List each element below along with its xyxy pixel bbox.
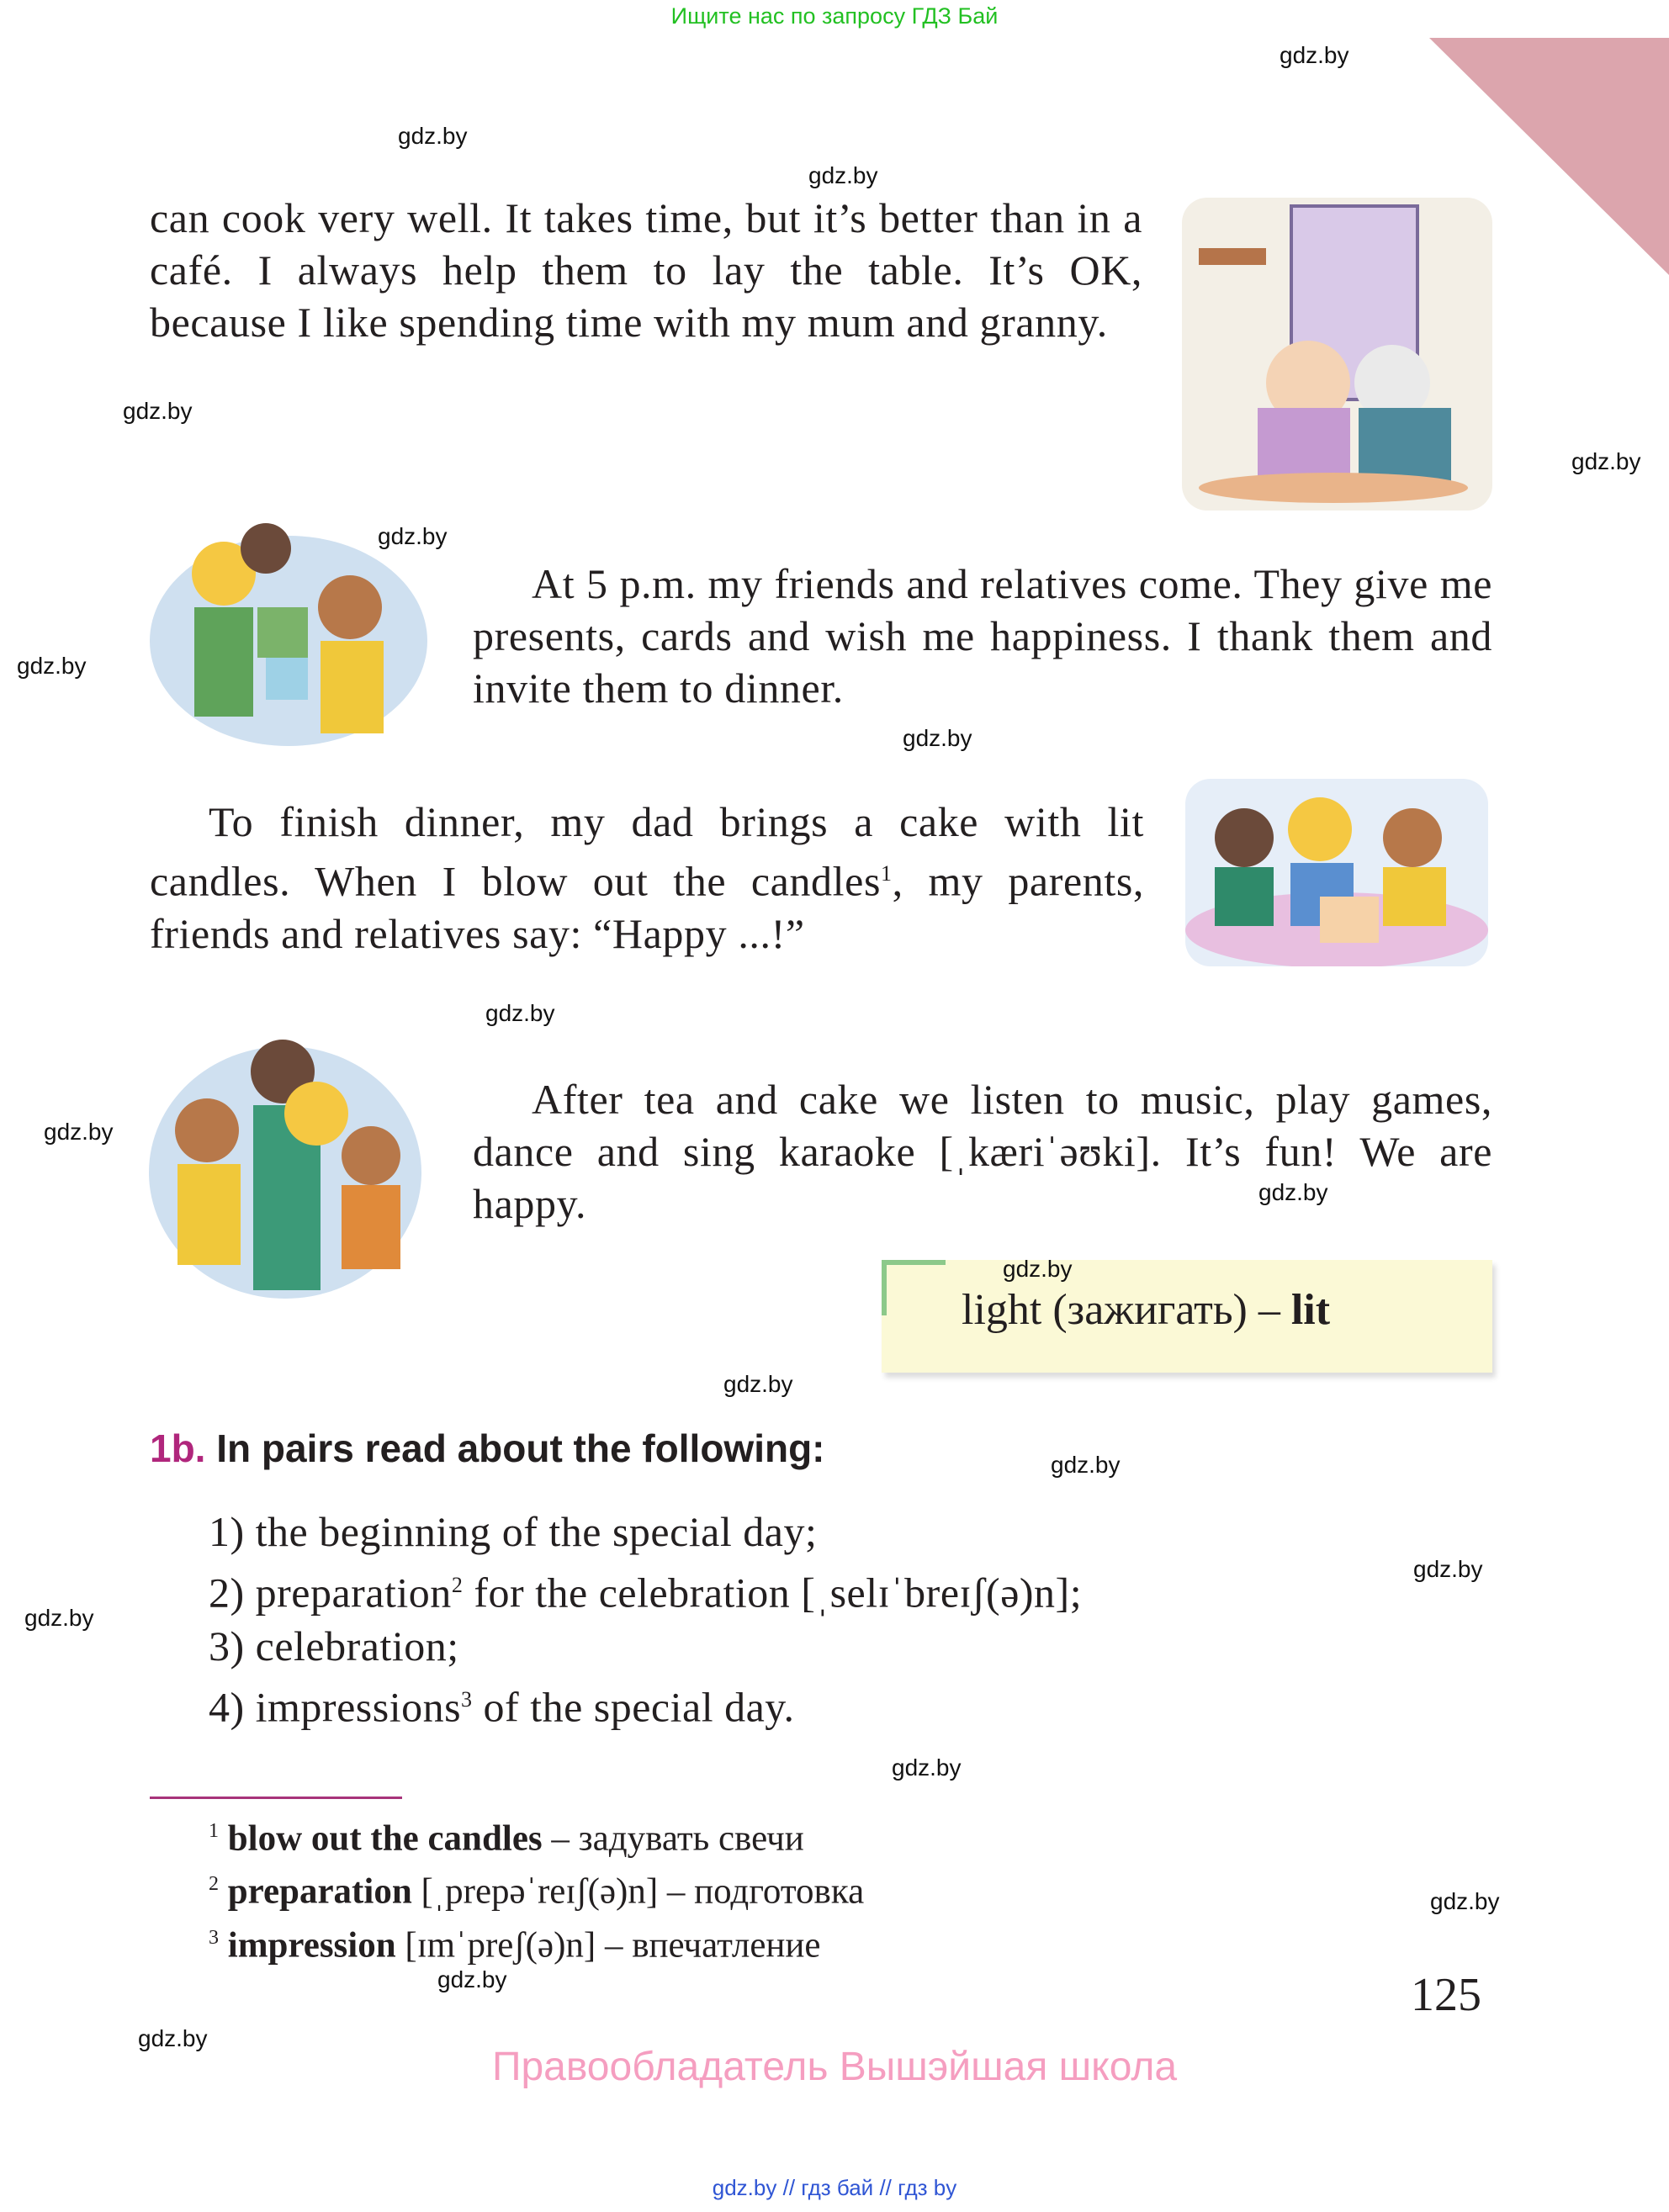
- footnote-ref: 1: [881, 861, 893, 886]
- watermark: gdz.by: [1413, 1556, 1483, 1582]
- irregular-verb-box: [882, 1260, 1492, 1373]
- verb-past: lit: [1290, 1286, 1331, 1334]
- watermark: gdz.by: [1003, 1256, 1073, 1282]
- watermark: gdz.by: [892, 1754, 962, 1781]
- footnote-term: preparation: [227, 1871, 412, 1912]
- watermark: gdz.by: [485, 1000, 555, 1026]
- separator: //: [782, 2175, 796, 2200]
- watermark: gdz.by: [17, 653, 87, 679]
- footnote-divider: [150, 1797, 402, 1799]
- item-text: of the special day.: [472, 1683, 795, 1731]
- paragraph-text: , my parents, friends and relatives say: “Happy ...!”: [150, 857, 1144, 957]
- watermark: gdz.by: [1280, 42, 1349, 68]
- footnote-ref: 3: [461, 1686, 473, 1712]
- watermark: gdz.by: [24, 1605, 94, 1631]
- footnote-term: blow out the candles: [227, 1818, 543, 1859]
- paragraph-text: To finish dinner, my dad brings a cake with lit candles. When I blow out the candles: [150, 798, 1144, 905]
- story-paragraph-1: can cook very well. It takes time, but it’s better than in a café. I always help them to lay the table. It’s OK, because I like spending time with my mum and granny.: [150, 194, 1142, 346]
- watermark: gdz.by: [723, 1371, 793, 1397]
- link-gdz-by[interactable]: gdz.by: [712, 2175, 777, 2200]
- watermark: gdz.by: [123, 398, 193, 424]
- footnotes: [209, 1808, 864, 1968]
- footnote: [209, 1808, 864, 1861]
- paragraph-text: At 5 p.m. my friends and relatives come. They give me presents, cards and wish me happiness. I thank them and invite them to dinner.: [473, 560, 1492, 712]
- verb-base: light (зажигать) –: [962, 1286, 1291, 1334]
- link-gdz-by-cyr[interactable]: гдз by: [898, 2175, 957, 2200]
- item-text: 2) preparation: [209, 1569, 452, 1617]
- list-item: 3) celebration;: [209, 1622, 459, 1670]
- verb-forms: [962, 1285, 1330, 1335]
- birthday-cake-illustration: [1185, 779, 1488, 966]
- list-item: [209, 1558, 1082, 1620]
- kitchen-illustration: [1182, 198, 1492, 511]
- story-paragraph-4: [473, 1073, 1492, 1230]
- footnote-number: 1: [209, 1820, 219, 1842]
- list-item: 1) the beginning of the special day;: [209, 1508, 818, 1555]
- bottom-links: [0, 2175, 1669, 2201]
- item-text: 4) impressions: [209, 1683, 462, 1731]
- paragraph-text: After tea and cake we listen to music, play games, dance and sing karaoke [ˌkæriˈəʊki]. It’s fun! We are happy.: [473, 1076, 1492, 1227]
- box-corner-decoration: [882, 1260, 946, 1315]
- watermark: gdz.by: [44, 1119, 114, 1145]
- watermark: gdz.by: [138, 2025, 208, 2051]
- footnote-number: 3: [209, 1926, 219, 1949]
- list-item: [209, 1673, 1082, 1734]
- task-list: [209, 1506, 1082, 1733]
- task-number: 1b.: [150, 1426, 206, 1470]
- item-text: for the celebration [ˌselɪˈbreɪʃ(ə)n];: [463, 1569, 1083, 1617]
- task-heading: [150, 1426, 825, 1471]
- watermark: gdz.by: [808, 162, 878, 188]
- footnote: [209, 1915, 864, 1968]
- story-paragraph-3: [150, 796, 1144, 960]
- watermark: gdz.by: [1258, 1179, 1328, 1205]
- footnote-number: 2: [209, 1873, 219, 1896]
- story-paragraph-2: [473, 558, 1492, 714]
- copyright-holder: Правообладатель Вышэйшая школа: [491, 2045, 1178, 2089]
- task-title: In pairs read about the following:: [216, 1426, 825, 1470]
- separator: //: [879, 2175, 892, 2200]
- watermark: gdz.by: [437, 1966, 507, 1992]
- footnote-term: impression: [227, 1924, 396, 1965]
- page-number: 125: [1411, 1969, 1481, 2021]
- search-hint: Ищите нас по запросу ГДЗ Бай: [670, 3, 999, 29]
- footnote-ref: 2: [451, 1573, 464, 1597]
- watermark: gdz.by: [1051, 1452, 1121, 1478]
- footnote: [209, 1861, 864, 1914]
- watermark: gdz.by: [1571, 448, 1641, 474]
- friends-happy-illustration: [148, 1029, 423, 1300]
- watermark: gdz.by: [1430, 1888, 1500, 1914]
- watermark: gdz.by: [378, 523, 448, 549]
- footnote-translation: [ɪmˈpreʃ(ə)n] – впечатление: [395, 1924, 821, 1965]
- watermark: gdz.by: [398, 123, 468, 149]
- footnote-translation: – задувать свечи: [542, 1818, 804, 1859]
- link-gdz-bai[interactable]: гдз бай: [801, 2175, 874, 2200]
- footnote-translation: [ˌprepəˈreɪʃ(ə)n] – подготовка: [411, 1871, 865, 1912]
- watermark: gdz.by: [903, 725, 972, 751]
